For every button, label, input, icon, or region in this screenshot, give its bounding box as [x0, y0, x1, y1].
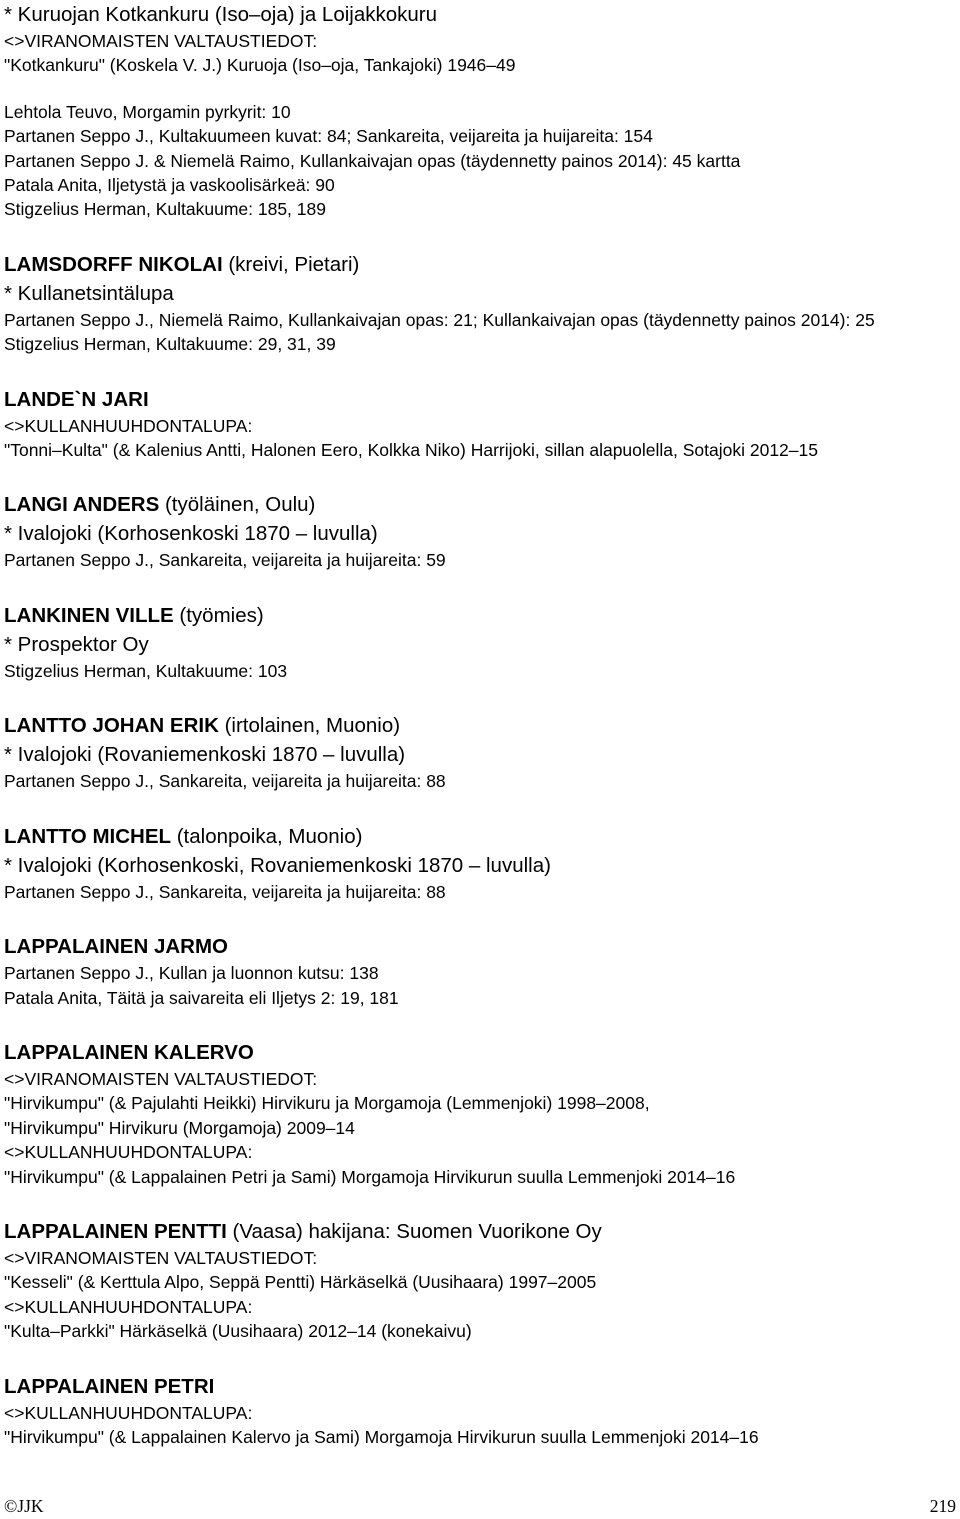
person-entry — [4, 711, 956, 793]
entry-heading — [4, 822, 956, 851]
intro-entry — [4, 0, 956, 222]
entry-name: LAPPALAINEN PETRI — [4, 1374, 215, 1398]
entry-line: Partanen Seppo J., Sankareita, veijareita ja huijareita: 88 — [4, 881, 446, 902]
entry-heading — [4, 385, 956, 414]
entry-line: "Kesseli" (& Kerttula Alpo, Seppä Pentti) Härkäselkä (Uusihaara) 1997–2005 — [4, 1272, 597, 1293]
entry-name: LAMSDORFF NIKOLAI — [4, 252, 223, 276]
person-entry — [4, 822, 956, 904]
entry-description: (talonpoika, Muonio) — [171, 824, 363, 848]
person-entry — [4, 1217, 956, 1344]
entry-name: LAPPALAINEN JARMO — [4, 935, 228, 959]
entry-description: (irtolainen, Muonio) — [218, 714, 401, 738]
page-footer — [4, 1496, 956, 1517]
intro-line: <>VIRANOMAISTEN VALTAUSTIEDOT: — [4, 31, 318, 51]
person-entry — [4, 490, 956, 572]
entry-line: "Hirvikumpu" Hirvikuru (Morgamoja) 2009–14 — [4, 1117, 355, 1138]
entry-line: Partanen Seppo J., Sankareita, veijareita ja huijareita: 88 — [4, 771, 446, 792]
entry-name: LAPPALAINEN KALERVO — [4, 1040, 254, 1064]
person-entry — [4, 601, 956, 683]
page-number: 219 — [929, 1496, 956, 1516]
copyright-mark: ©JJK — [4, 1496, 44, 1516]
entry-line: <>KULLANHUUHDONTALUPA: — [4, 1142, 253, 1163]
entry-line: <>KULLANHUUHDONTALUPA: — [4, 1296, 253, 1317]
entry-name: LANTTO MICHEL — [4, 824, 172, 848]
entry-name: LANDE`N JARI — [4, 387, 149, 411]
entry-heading — [4, 490, 956, 519]
entry-line: <>KULLANHUUHDONTALUPA: — [4, 1402, 253, 1423]
entry-line: Partanen Seppo J., Niemelä Raimo, Kullankaivajan opas: 21; Kullankaivajan opas (täydennetty painos 2014): 25 — [4, 309, 875, 330]
entry-line: "Hirvikumpu" (& Lappalainen Kalervo ja Sami) Morgamoja Hirvikurun suulla Lemmenjoki 2014–16 — [4, 1426, 759, 1447]
entry-line: <>VIRANOMAISTEN VALTAUSTIEDOT: — [4, 1247, 318, 1268]
person-entry — [4, 385, 956, 463]
entry-line: Stigzelius Herman, Kultakuume: 103 — [4, 660, 288, 681]
entry-description: (työmies) — [173, 603, 264, 627]
person-entry — [4, 932, 956, 1010]
intro-line: Stigzelius Herman, Kultakuume: 185, 189 — [4, 199, 326, 220]
entry-subheading: * Prospektor Oy — [4, 632, 149, 656]
entry-subheading: * Ivalojoki (Korhosenkoski 1870 – luvulla) — [4, 522, 378, 546]
entry-heading — [4, 601, 956, 630]
person-entry — [4, 250, 956, 357]
entry-heading — [4, 1217, 956, 1246]
document-page — [4, 0, 956, 1449]
entry-line: <>VIRANOMAISTEN VALTAUSTIEDOT: — [4, 1068, 318, 1089]
entry-line: Partanen Seppo J., Kullan ja luonnon kutsu: 138 — [4, 963, 379, 984]
entry-subheading: * Ivalojoki (Rovaniemenkoski 1870 – luvulla) — [4, 743, 406, 767]
intro-line: "Kotkankuru" (Koskela V. J.) Kuruoja (Iso–oja, Tankajoki) 1946–49 — [4, 55, 516, 76]
entry-line: <>KULLANHUUHDONTALUPA: — [4, 415, 253, 436]
entry-subheading: * Ivalojoki (Korhosenkoski, Rovaniemenkoski 1870 – luvulla) — [4, 853, 551, 877]
entry-line: "Hirvikumpu" (& Pajulahti Heikki) Hirvikuru ja Morgamoja (Lemmenjoki) 1998–2008, — [4, 1093, 650, 1114]
entry-name: LAPPALAINEN PENTTI — [4, 1219, 227, 1243]
intro-line: Partanen Seppo J., Kultakuumeen kuvat: 84; Sankareita, veijareita ja huijareita: 154 — [4, 126, 653, 147]
entries-list — [4, 222, 956, 1450]
intro-line: Partanen Seppo J. & Niemelä Raimo, Kullankaivajan opas (täydennetty painos 2014): 45 kartta — [4, 150, 741, 171]
entry-line: "Hirvikumpu" (& Lappalainen Petri ja Sami) Morgamoja Hirvikurun suulla Lemmenjoki 2014–16 — [4, 1166, 736, 1187]
entry-heading — [4, 711, 956, 740]
entry-line: Partanen Seppo J., Sankareita, veijareita ja huijareita: 59 — [4, 550, 446, 571]
person-entry — [4, 1038, 956, 1189]
intro-line: Patala Anita, Iljetystä ja vaskoolisärkeä: 90 — [4, 175, 335, 196]
intro-title: * Kuruojan Kotkankuru (Iso–oja) ja Loijakkokuru — [4, 3, 438, 26]
entry-description: (kreivi, Pietari) — [222, 252, 360, 276]
entry-name: LANTTO JOHAN ERIK — [4, 714, 219, 738]
entry-heading — [4, 932, 956, 961]
entry-name: LANKINEN VILLE — [4, 603, 174, 627]
entry-subheading: * Kullanetsintälupa — [4, 281, 174, 305]
entry-heading — [4, 250, 956, 279]
entry-description: (työläinen, Oulu) — [159, 493, 316, 517]
entry-line: Stigzelius Herman, Kultakuume: 29, 31, 39 — [4, 334, 336, 355]
entry-name: LANGI ANDERS — [4, 493, 160, 517]
entry-description: (Vaasa) hakijana: Suomen Vuorikone Oy — [226, 1219, 602, 1243]
entry-line: "Kulta–Parkki" Härkäselkä (Uusihaara) 2012–14 (konekaivu) — [4, 1321, 472, 1342]
person-entry — [4, 1372, 956, 1450]
entry-line: "Tonni–Kulta" (& Kalenius Antti, Halonen Eero, Kolkka Niko) Harrijoki, sillan alapuolella, Sotajoki 2012–15 — [4, 440, 818, 461]
entry-heading — [4, 1038, 956, 1067]
intro-line: Lehtola Teuvo, Morgamin pyrkyrit: 10 — [4, 101, 291, 122]
entry-line: Patala Anita, Täitä ja saivareita eli Iljetys 2: 19, 181 — [4, 987, 399, 1008]
entry-heading — [4, 1372, 956, 1401]
